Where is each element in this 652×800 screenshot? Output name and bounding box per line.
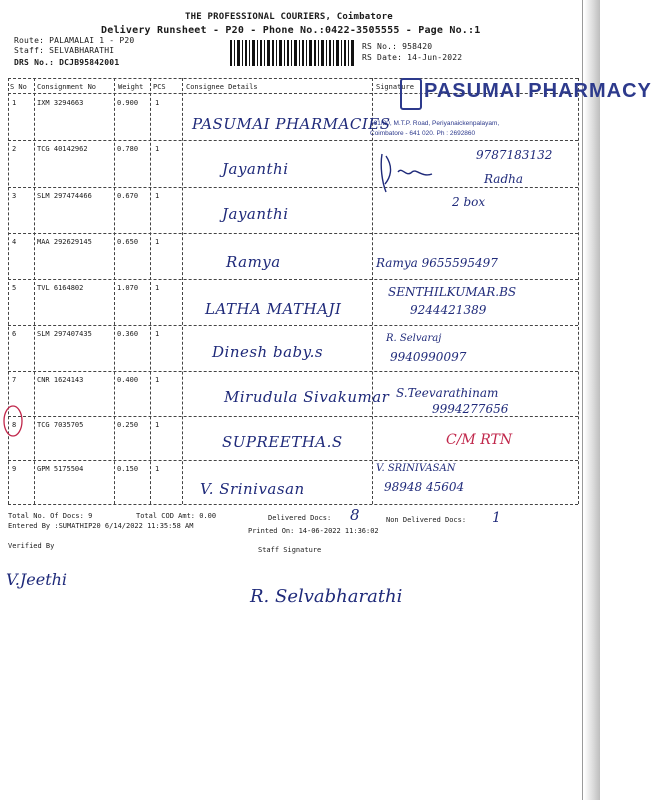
rs-date: RS Date: 14-Jun-2022 <box>362 53 463 62</box>
row-sno: 9 <box>12 465 17 473</box>
col-header-sno: S No <box>10 83 27 91</box>
col-header-consignment: Consignment No <box>37 83 97 91</box>
row-consignment: SLM 297407435 <box>37 330 92 338</box>
stamp-name: PASUMAI PHARMACY <box>424 80 652 102</box>
row-consignment: TCG 40142962 <box>37 145 88 153</box>
signature-phone: 98948 45604 <box>384 480 465 494</box>
barcode <box>230 40 355 66</box>
column-divider <box>34 78 35 504</box>
row-sno: 7 <box>12 376 17 384</box>
row-divider <box>8 233 578 234</box>
staff-label: Staff: SELVABHARATHI <box>14 46 115 55</box>
consignee-name: Jayanthi <box>222 205 289 223</box>
row-divider <box>8 416 578 417</box>
total-cod: Total COD Amt: 0.00 <box>136 512 217 520</box>
row-divider <box>8 187 578 188</box>
row-sno: 2 <box>12 145 17 153</box>
row-weight: 0.360 <box>117 330 139 338</box>
staff-signature: R. Selvabharathi <box>250 586 403 607</box>
page-fold <box>582 0 583 800</box>
signature-phone: 9994277656 <box>432 402 509 416</box>
return-mark: C/M RTN <box>446 432 513 448</box>
row-divider <box>8 371 578 372</box>
row-weight: 0.400 <box>117 376 139 384</box>
row-pcs: 1 <box>155 284 160 292</box>
consignee-name: Dinesh baby.s <box>212 343 324 361</box>
stamp-address-line1: 161/20, M.T.P. Road, Periyanaickenpalayam, <box>370 120 500 127</box>
row-pcs: 1 <box>155 421 160 429</box>
row-weight: 1.070 <box>117 284 139 292</box>
signature-scribble <box>376 148 446 196</box>
signature-phone: 9787183132 <box>476 148 553 162</box>
table-bottom-border <box>8 504 578 505</box>
row-pcs: 1 <box>155 99 160 107</box>
delivered-label: Delivered Docs: <box>268 514 332 522</box>
signature-text: V. SRINIVASAN <box>376 463 456 474</box>
printed-on: Printed On: 14-06-2022 11:36:02 <box>248 527 379 535</box>
row-pcs: 1 <box>155 330 160 338</box>
signature-phone: 9244421389 <box>410 303 487 317</box>
signature-note: Radha <box>484 172 524 186</box>
consignee-name: Mirudula Sivakumar <box>224 388 390 406</box>
row-pcs: 1 <box>155 145 160 153</box>
consignee-name: PASUMAI PHARMACIES <box>192 115 391 133</box>
row-pcs: 1 <box>155 465 160 473</box>
staff-signature-label: Staff Signature <box>258 546 322 554</box>
column-divider <box>372 78 373 504</box>
row-pcs: 1 <box>155 376 160 384</box>
signature-phone: 9940990097 <box>390 350 467 364</box>
consignee-name: LATHA MATHAJI <box>205 300 342 318</box>
row-pcs: 1 <box>155 238 160 246</box>
row-pcs: 1 <box>155 192 160 200</box>
row-consignment: MAA 292629145 <box>37 238 92 246</box>
column-divider <box>150 78 151 504</box>
row-sno: 8 <box>12 421 17 429</box>
stamp-logo-icon <box>400 78 422 110</box>
non-delivered-label: Non Delivered Docs: <box>386 516 467 524</box>
row-consignment: SLM 297474466 <box>37 192 92 200</box>
row-consignment: TVL 6164802 <box>37 284 84 292</box>
row-sno: 6 <box>12 330 17 338</box>
column-divider <box>8 78 9 504</box>
row-consignment: TCG 7035705 <box>37 421 84 429</box>
entered-by: Entered By :SUMATHIP20 6/14/2022 11:35:58 AM <box>8 522 194 530</box>
row-weight: 0.650 <box>117 238 139 246</box>
consignee-name: Ramya <box>226 253 281 271</box>
row-weight: 0.250 <box>117 421 139 429</box>
col-header-weight: Weight <box>118 83 144 91</box>
column-divider <box>182 78 183 504</box>
row-sno: 1 <box>12 99 17 107</box>
drs-label: DRS No.: DCJB95842001 <box>14 58 120 67</box>
signature-text: R. Selvaraj <box>386 333 442 344</box>
runsheet-title: Delivery Runsheet - P20 - Phone No.:0422-3505555 - Page No.:1 <box>101 25 481 36</box>
handdrawn-circle-mark <box>2 404 24 438</box>
row-divider <box>8 460 578 461</box>
row-sno: 3 <box>12 192 17 200</box>
row-consignment: CNR 1624143 <box>37 376 84 384</box>
row-weight: 0.900 <box>117 99 139 107</box>
col-header-signature: Signature <box>376 83 414 91</box>
col-header-consignee: Consignee Details <box>186 83 258 91</box>
route-label: Route: PALAMALAI 1 - P20 <box>14 36 135 45</box>
row-weight: 0.780 <box>117 145 139 153</box>
row-sno: 5 <box>12 284 17 292</box>
company-name: THE PROFESSIONAL COURIERS, Coimbatore <box>185 12 393 22</box>
delivered-count: 8 <box>350 506 360 524</box>
signature-text: S.Teevarathinam <box>396 386 499 400</box>
consignee-name: Jayanthi <box>222 160 289 178</box>
verified-by-label: Verified By <box>8 542 55 550</box>
consignee-name: SUPREETHA.S <box>222 433 343 451</box>
row-divider <box>8 279 578 280</box>
page-edge <box>584 0 600 800</box>
rs-number: RS No.: 958420 <box>362 42 433 51</box>
row-consignment: IXM 3294663 <box>37 99 84 107</box>
non-delivered-count: 1 <box>492 510 501 526</box>
col-header-pcs: PCS <box>153 83 166 91</box>
signature-note: 2 box <box>452 195 486 209</box>
total-docs: Total No. Of Docs: 9 <box>8 512 93 520</box>
row-consignment: GPM 5175504 <box>37 465 84 473</box>
verified-by-signature: V.Jeethi <box>6 570 68 589</box>
row-weight: 0.150 <box>117 465 139 473</box>
row-divider <box>8 325 578 326</box>
signature-text: SENTHILKUMAR.BS <box>388 285 517 299</box>
stamp-address-line2: Coimbatore - 641 020. Ph : 2692860 <box>370 130 476 137</box>
column-divider <box>114 78 115 504</box>
signature-text: Ramya 9655595497 <box>376 256 498 270</box>
column-divider <box>578 78 579 504</box>
consignee-name: V. Srinivasan <box>200 480 305 498</box>
row-sno: 4 <box>12 238 17 246</box>
row-weight: 0.670 <box>117 192 139 200</box>
